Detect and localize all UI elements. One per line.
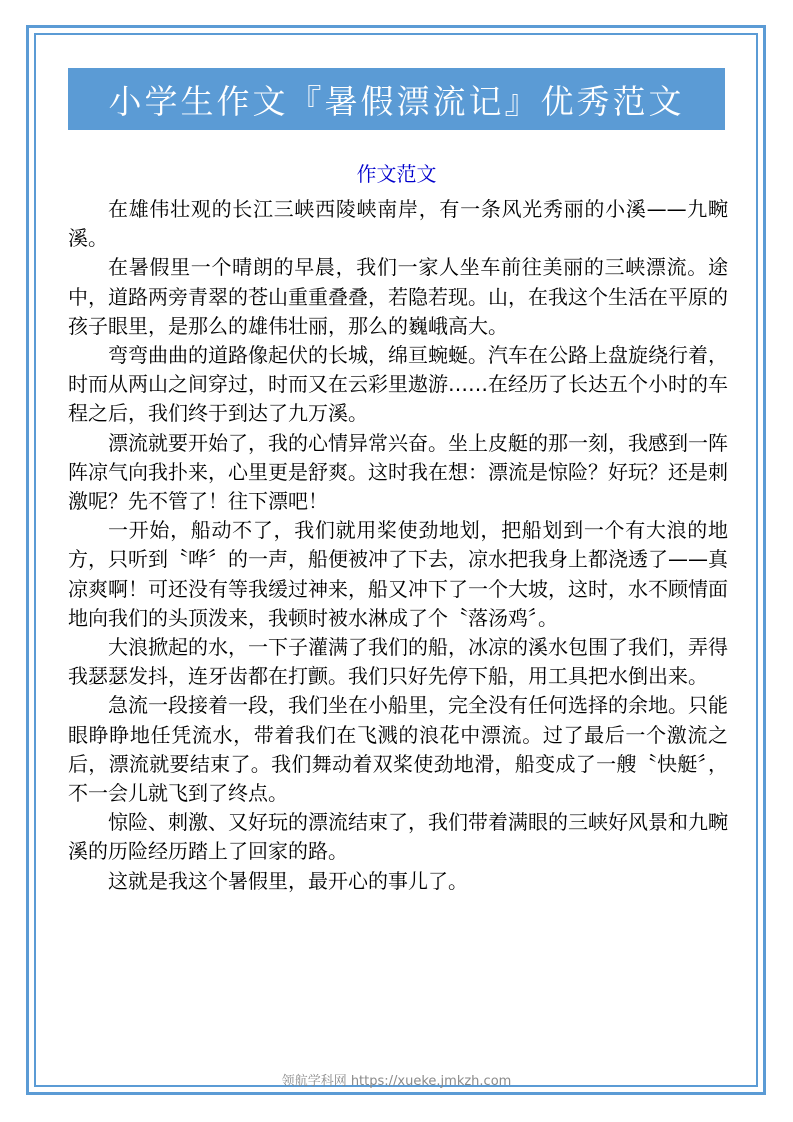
essay-paragraph: 在雄伟壮观的长江三峡西陵峡南岸，有一条风光秀丽的小溪——九畹溪。 — [68, 197, 728, 251]
essay-paragraph: 大浪掀起的水，一下子灌满了我们的船，冰凉的溪水包围了我们，弄得我瑟瑟发抖，连牙齿都在打颤。我们只好先停下船，用工具把水倒出来。 — [68, 635, 728, 689]
essay-paragraph: 惊险、刺激、又好玩的漂流结束了，我们带着满眼的三峡好风景和九畹溪的历险经历踏上了回家的路。 — [68, 810, 728, 864]
essay-paragraph: 漂流就要开始了，我的心情异常兴奋。坐上皮艇的那一刻，我感到一阵阵凉气向我扑来，心里更是舒爽。这时我在想：漂流是惊险？好玩？还是刺激呢？先不管了！往下漂吧！ — [68, 430, 728, 514]
essay-paragraph: 一开始，船动不了，我们就用桨使劲地划，把船划到一个有大浪的地方，只听到〝哗〞的一声，船便被冲了下去，凉水把我身上都浇透了——真凉爽啊！可还没有等我缓过神来，船又冲下了一个大坡，这时，水不顾情面地向我们的头顶泼来，我顿时被水淋成了个〝落汤鸡〞。 — [68, 518, 728, 630]
essay-paragraph: 弯弯曲曲的道路像起伏的长城，绵亘蜿蜒。汽车在公路上盘旋绕行着，时而从两山之间穿过，时而又在云彩里遨游……在经历了长达五个小时的车程之后，我们终于到达了九万溪。 — [68, 343, 728, 426]
essay-body — [68, 195, 728, 896]
page-title: 小学生作文『暑假漂流记』优秀范文 — [108, 81, 685, 121]
section-subtitle: 作文范文 — [356, 162, 437, 186]
essay-paragraph: 急流一段接着一段，我们坐在小船里，完全没有任何选择的余地。只能眼睁睁地任凭流水，带着我们在飞溅的浪花中漂流。过了最后一个激流之后，漂流就要结束了。我们舞动着双桨使劲地滑，船变成了一艘〝快艇〞，不一会儿就飞到了终点。 — [68, 693, 728, 806]
essay-paragraph: 这就是我这个暑假里，最开心的事儿了。 — [108, 868, 468, 893]
title-banner — [68, 68, 725, 130]
footer-watermark: 领航学科网 https://xueke.jmkzh.com — [281, 1074, 512, 1089]
essay-paragraph: 在暑假里一个晴朗的早晨，我们一家人坐车前往美丽的三峡漂流。途中，道路两旁青翠的苍山重重叠叠，若隐若现。山，在我这个生活在平原的孩子眼里，是那么的雄伟壮丽，那么的巍峨高大。 — [68, 255, 728, 338]
